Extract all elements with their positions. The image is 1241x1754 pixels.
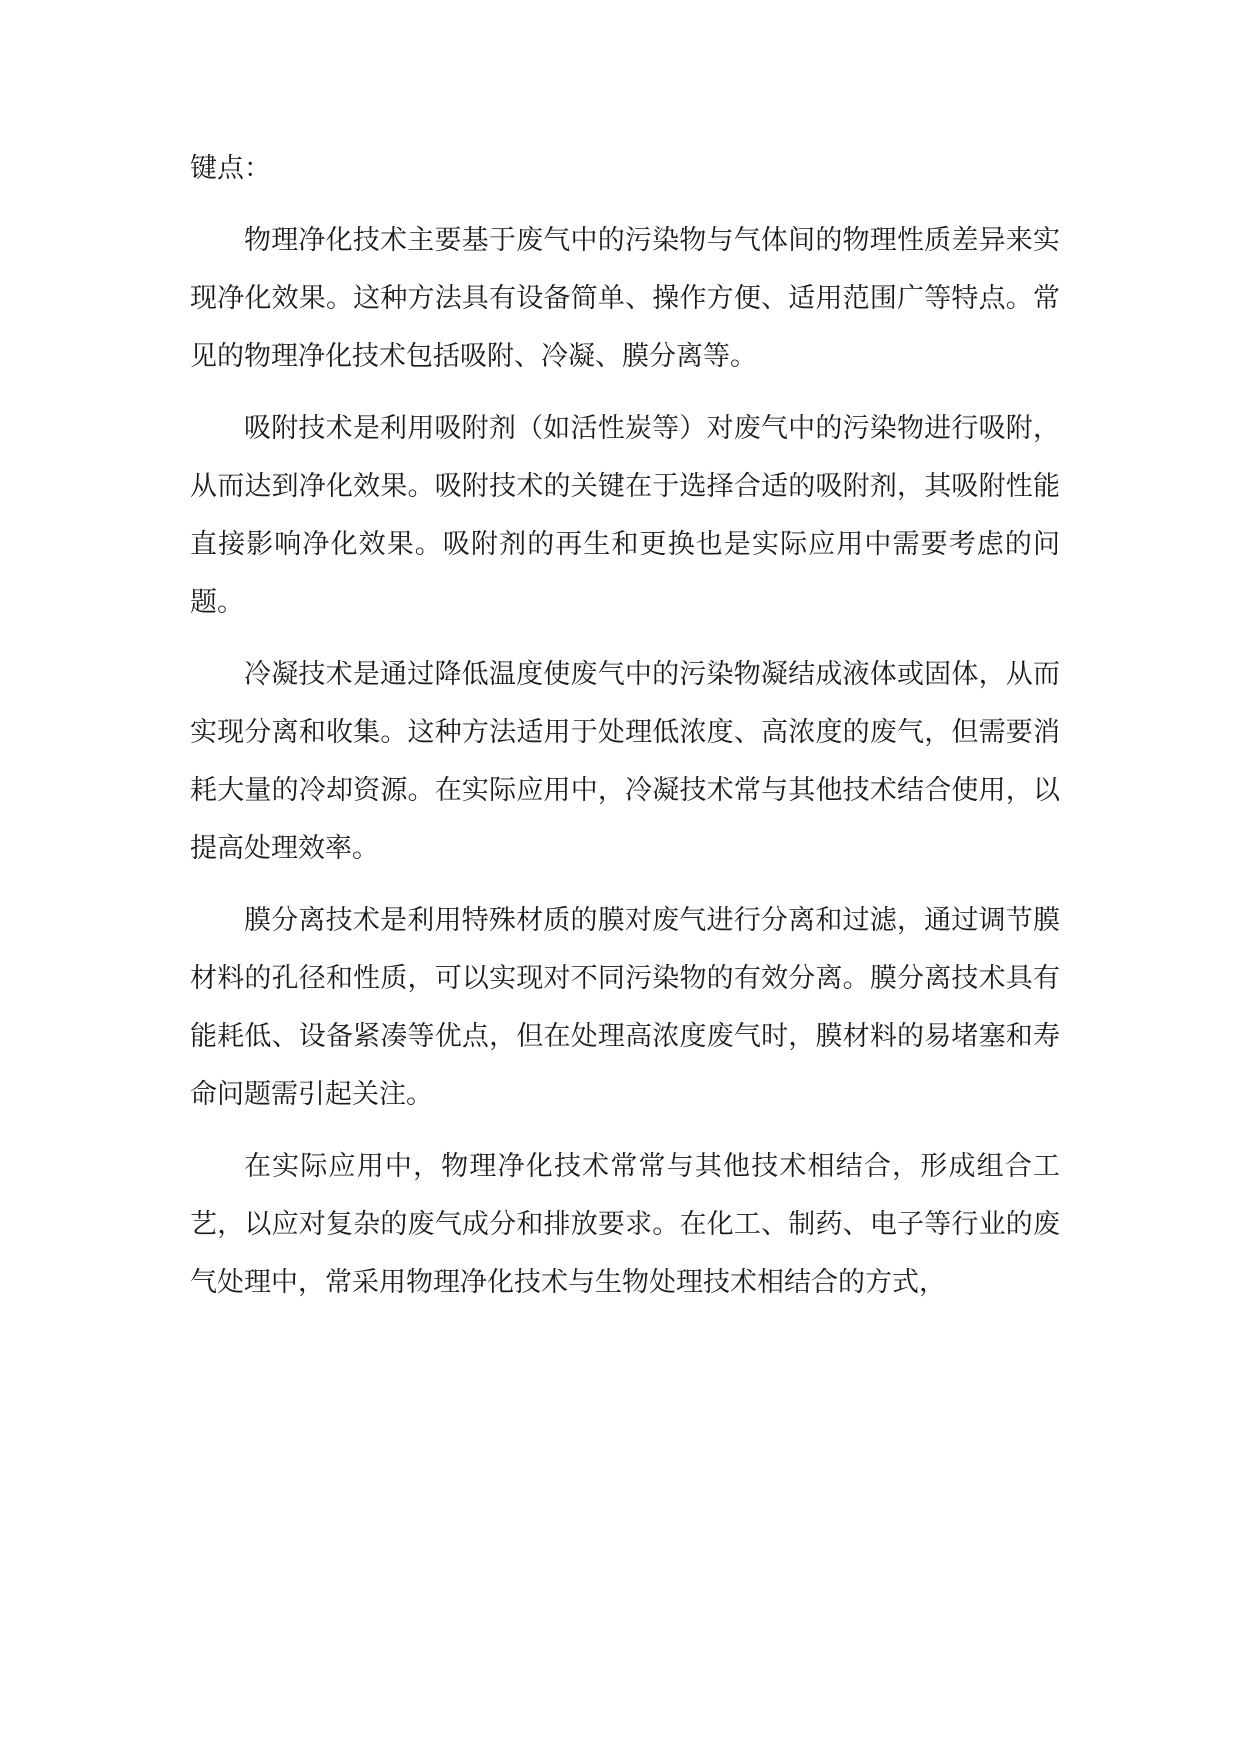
- paragraph-condensation: 冷凝技术是通过降低温度使废气中的污染物凝结成液体或固体，从而实现分离和收集。这种方法适用于处理低浓度、高浓度的废气，但需要消耗大量的冷却资源。在实际应用中，冷凝技术常与其他技术结合使用，以提高处理效率。: [190, 659, 1060, 864]
- paragraph-combined-application: 在实际应用中，物理净化技术常常与其他技术相结合，形成组合工艺，以应对复杂的废气成分和排放要求。在化工、制药、电子等行业的废气处理中，常采用物理净化技术与生物处理技术相结合的方式，: [190, 1151, 1060, 1298]
- paragraph-membrane-separation: 膜分离技术是利用特殊材质的膜对废气进行分离和过滤，通过调节膜材料的孔径和性质，可以实现对不同污染物的有效分离。膜分离技术具有能耗低、设备紧凑等优点，但在处理高浓度废气时，膜材料的易堵塞和寿命问题需引起关注。: [190, 905, 1060, 1110]
- paragraph-adsorption: 吸附技术是利用吸附剂（如活性炭等）对废气中的污染物进行吸附，从而达到净化效果。吸附技术的关键在于选择合适的吸附剂，其吸附性能直接影响净化效果。吸附剂的再生和更换也是实际应用中需要考虑的问题。: [190, 413, 1060, 618]
- paragraph-continuation: 键点：: [190, 153, 271, 184]
- paragraph-physical-purification: 物理净化技术主要基于废气中的污染物与气体间的物理性质差异来实现净化效果。这种方法具有设备简单、操作方便、适用范围广等特点。常见的物理净化技术包括吸附、冷凝、膜分离等。: [190, 225, 1060, 372]
- body-text: [190, 140, 1060, 1326]
